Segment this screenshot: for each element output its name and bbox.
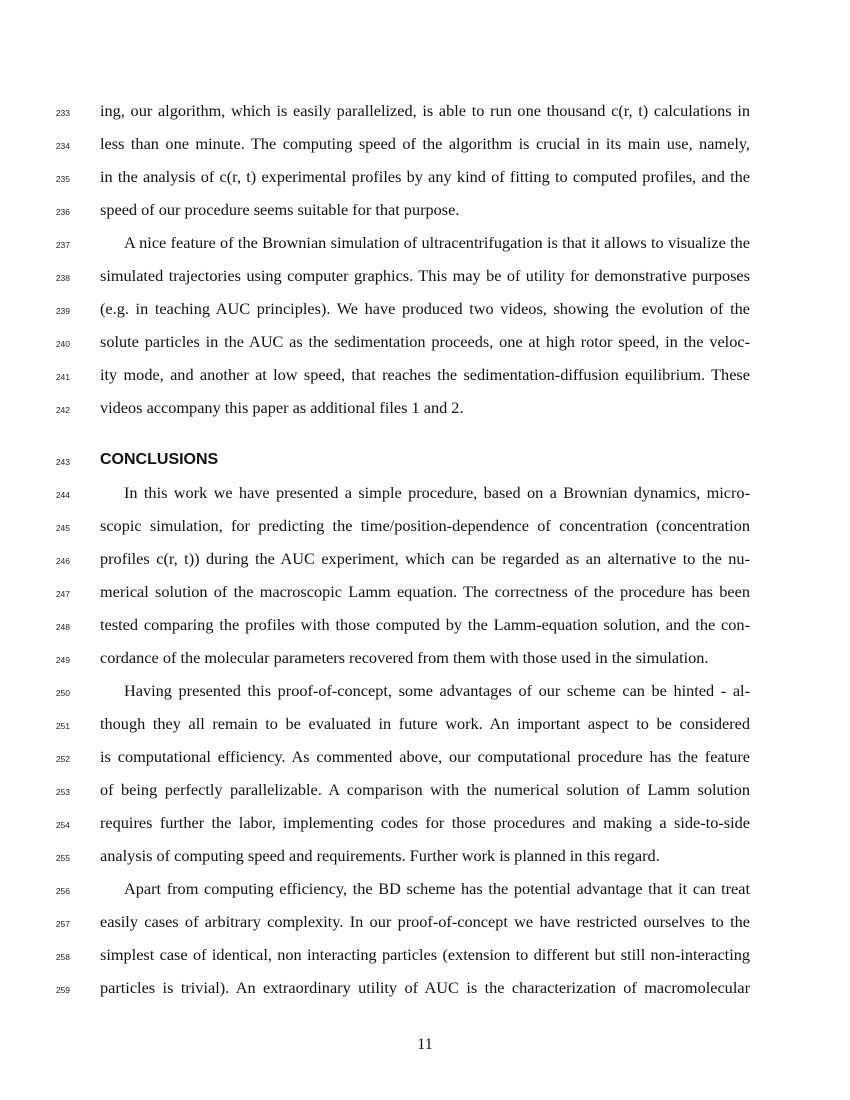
body-text-line: Apart from computing efficiency, the BD scheme has the potential advantage that it can treat xyxy=(124,879,750,898)
line-number: 235 xyxy=(55,174,70,184)
line-number: 253 xyxy=(55,787,70,797)
line-number: 246 xyxy=(55,556,70,566)
line-number: 256 xyxy=(55,886,70,896)
body-text-line: profiles c(r, t)) during the AUC experiment, which can be regarded as an alternative to the nu- xyxy=(100,549,750,568)
line-number: 243 xyxy=(55,457,70,467)
line-number: 259 xyxy=(55,985,70,995)
body-text-line: In this work we have presented a simple procedure, based on a Brownian dynamics, micro- xyxy=(124,483,750,502)
line-number: 244 xyxy=(55,490,70,500)
line-number: 236 xyxy=(55,207,70,217)
body-text-line: (e.g. in teaching AUC principles). We have produced two videos, showing the evolution of the xyxy=(100,299,750,318)
line-number: 248 xyxy=(55,622,70,632)
line-number: 251 xyxy=(55,721,70,731)
body-text-line: videos accompany this paper as additional files 1 and 2. xyxy=(100,398,464,417)
line-number: 249 xyxy=(55,655,70,665)
body-text-line: tested comparing the profiles with those computed by the Lamm-equation solution, and the con- xyxy=(100,615,750,634)
line-number: 250 xyxy=(55,688,70,698)
body-text-line: less than one minute. The computing speed of the algorithm is crucial in its main use, namely, xyxy=(100,134,750,153)
body-text-line: Having presented this proof-of-concept, some advantages of our scheme can be hinted - al- xyxy=(124,681,750,700)
line-number: 245 xyxy=(55,523,70,533)
body-text-line: particles is trivial). An extraordinary utility of AUC is the characterization of macromolecular xyxy=(100,978,750,997)
body-text-line: ity mode, and another at low speed, that reaches the sedimentation-diffusion equilibrium. These xyxy=(100,365,750,384)
body-text-line: simplest case of identical, non interacting particles (extension to different but still non-interacting xyxy=(100,945,750,964)
line-number: 240 xyxy=(55,339,70,349)
line-number: 241 xyxy=(55,372,70,382)
body-text-line: is computational efficiency. As commented above, our computational procedure has the feature xyxy=(100,747,750,766)
body-text-line: requires further the labor, implementing codes for those procedures and making a side-to-side xyxy=(100,813,750,832)
body-text-line: cordance of the molecular parameters recovered from them with those used in the simulation. xyxy=(100,648,709,667)
body-text-line: scopic simulation, for predicting the time/position-dependence of concentration (concentration xyxy=(100,516,750,535)
line-number: 247 xyxy=(55,589,70,599)
line-number: 258 xyxy=(55,952,70,962)
section-heading: CONCLUSIONS xyxy=(100,451,219,468)
line-number: 234 xyxy=(55,141,70,151)
line-number: 237 xyxy=(55,240,70,250)
line-number: 254 xyxy=(55,820,70,830)
line-number: 239 xyxy=(55,306,70,316)
body-text-line: speed of our procedure seems suitable for that purpose. xyxy=(100,200,460,219)
body-text-line: simulated trajectories using computer graphics. This may be of utility for demonstrative purposes xyxy=(100,266,750,285)
line-number: 255 xyxy=(55,853,70,863)
body-text-line: in the analysis of c(r, t) experimental profiles by any kind of fitting to computed profiles, and the xyxy=(100,167,750,186)
body-text-line: solute particles in the AUC as the sedimentation proceeds, one at high rotor speed, in the veloc- xyxy=(100,332,750,351)
line-number: 257 xyxy=(55,919,70,929)
body-text-line: ing, our algorithm, which is easily parallelized, is able to run one thousand c(r, t) calculations in xyxy=(100,101,750,120)
line-number: 233 xyxy=(55,108,70,118)
body-text-line: analysis of computing speed and requirements. Further work is planned in this regard. xyxy=(100,846,660,865)
body-text-line: A nice feature of the Brownian simulation of ultracentrifugation is that it allows to visualize the xyxy=(124,233,750,252)
line-number: 238 xyxy=(55,273,70,283)
body-text-line: merical solution of the macroscopic Lamm equation. The correctness of the procedure has been xyxy=(100,582,750,601)
line-number: 252 xyxy=(55,754,70,764)
body-text-line: though they all remain to be evaluated in future work. An important aspect to be considered xyxy=(100,714,750,733)
body-text-line: of being perfectly parallelizable. A comparison with the numerical solution of Lamm solution xyxy=(100,780,750,799)
body-text-line: easily cases of arbitrary complexity. In our proof-of-concept we have restricted ourselves to the xyxy=(100,912,750,931)
line-number: 242 xyxy=(55,405,70,415)
page-number: 11 xyxy=(417,1036,433,1053)
